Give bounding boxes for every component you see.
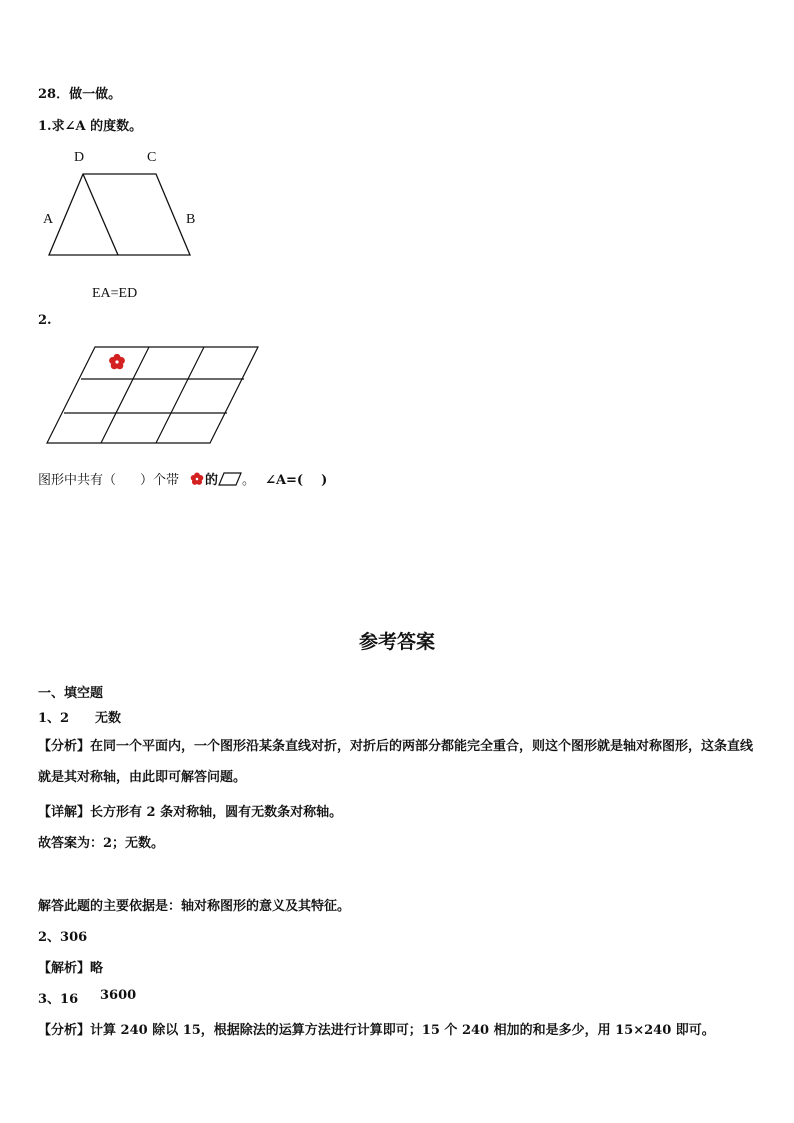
line-text-2: ）个带 — [140, 473, 180, 488]
flower-icon — [189, 471, 205, 487]
answer-1-result: 故答案为：2；无数。 — [38, 836, 165, 851]
question-heading: 28．做一做。 — [38, 87, 122, 102]
answer-1-value: 无数 — [95, 711, 122, 726]
label-a: A — [43, 212, 54, 227]
parallelogram-icon — [218, 472, 242, 486]
question-part1: 1.求∠A 的度数。 — [38, 119, 143, 134]
label-b: B — [186, 212, 196, 227]
line-text-1: 图形中共有（ — [38, 473, 117, 488]
flower-icon — [107, 352, 127, 372]
label-c: C — [147, 150, 157, 165]
question-blank-line — [38, 468, 327, 488]
label-ea-ed: EA=ED — [92, 286, 138, 301]
section-heading: 一、填空题 — [38, 686, 104, 701]
answer-2-number: 2、306 — [38, 930, 88, 945]
answer-1-note: 解答此题的主要依据是：轴对称图形的意义及其特征。 — [38, 899, 351, 914]
answer-2-analysis: 【解析】略 — [38, 961, 104, 976]
answer-1-analysis: 【分析】在同一个平面内，一个图形沿某条直线对折，对折后的两部分都能完全重合，则这个图形就是轴对称图形，这条直线就是其对称轴，由此即可解答问题。 — [38, 739, 754, 785]
answer-3-number: 3、16 — [38, 992, 79, 1007]
answer-3-analysis: 【分析】计算 240 除以 15，根据除法的运算方法进行计算即可；15 个 240 相加的和是多少，用 15×240 即可。 — [38, 1023, 715, 1038]
answer-1-detail: 【详解】长方形有 2 条对称轴，圆有无数条对称轴。 — [38, 805, 343, 820]
line-text-3: 的 — [205, 473, 219, 488]
line-text-4: 。 — [242, 473, 256, 488]
question-part2: 2. — [38, 313, 52, 328]
label-d: D — [74, 150, 85, 165]
line-text-6: ) — [321, 473, 328, 488]
line-text-5: ∠A=( — [265, 473, 304, 488]
answers-title: 参考答案 — [358, 631, 435, 653]
answer-3-value: 3600 — [100, 988, 137, 1003]
answer-1-number: 1、2 — [38, 711, 70, 726]
